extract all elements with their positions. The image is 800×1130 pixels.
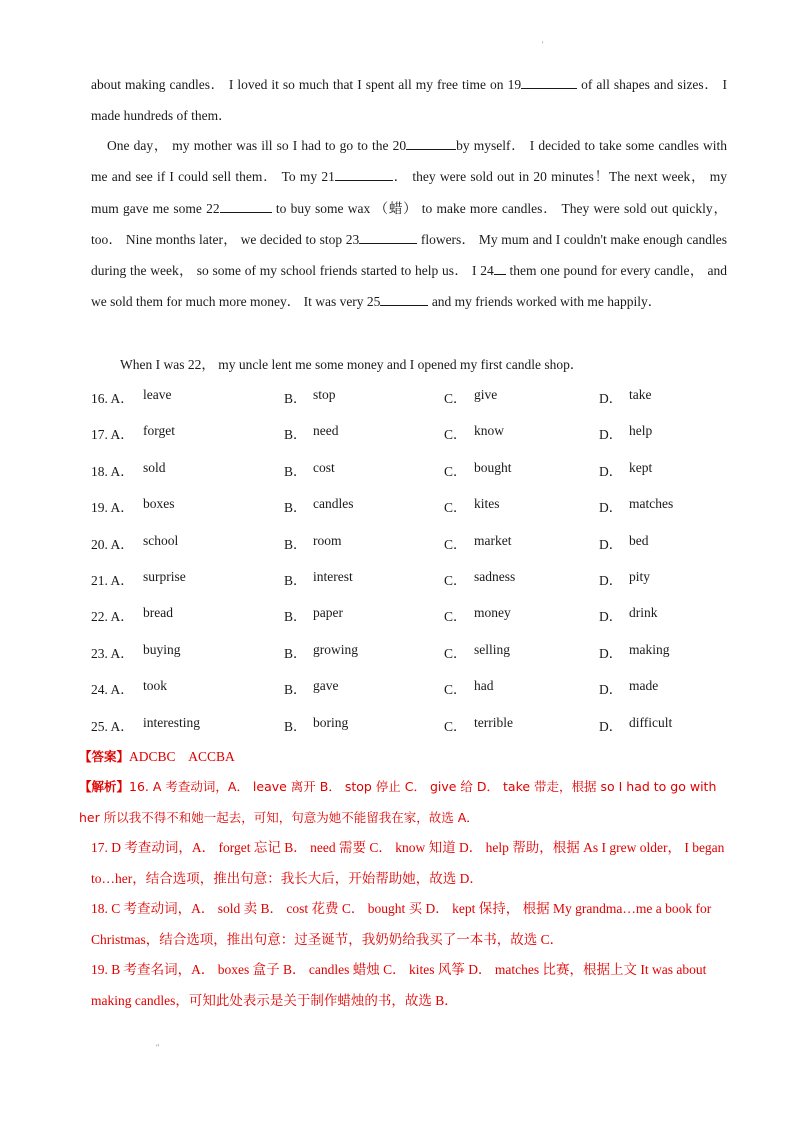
answer-tag: 【答案】 [79,749,130,764]
option-c: kites [474,496,500,512]
question-row [91,636,731,672]
option-d-letter: D． [599,500,623,516]
option-d-letter: D． [599,427,623,443]
analysis-q19: 19. B 考查名词，A． boxes 盒子 B． candles 蜡烛 C． kites 风筝 D． matches 比赛，根据上文 It was about making candles，可知此处表示是关于制作蜡烛的书，故选 B． [91,962,707,1008]
passage-text: and my friends worked with me happily． [428,294,662,310]
option-c: know [474,423,504,439]
analysis-q16 [79,772,729,833]
option-b-letter: B． [284,609,307,625]
option-a: buying [143,641,181,657]
option-b: stop [313,387,336,402]
option-b: boring [313,714,349,730]
option-d: take [629,387,652,402]
question-number: 22. A． [91,609,134,625]
option-d: drink [629,605,658,621]
passage-text: to buy some wax （蜡） to make more candles． They were sold out quickly， too． Nine months later， we decided to stop 23 [91,200,727,247]
blank-21 [335,167,393,181]
option-c: selling [474,641,510,657]
option-b: room [313,532,342,548]
question-number: 25. A． [91,718,134,734]
blank-25 [380,292,428,306]
question-row [91,672,731,708]
passage-text: One day， my mother was ill so I had to go to the 20 [107,138,407,153]
answer-line [79,742,719,773]
passage-paragraph-1 [91,69,727,132]
option-b: cost [313,459,335,475]
option-c-letter: C． [444,718,467,734]
question-row [91,563,731,599]
question-row [91,454,731,490]
option-a: surprise [143,568,186,584]
option-d: matches [629,496,674,512]
option-a: interesting [143,714,200,730]
question-row [91,490,731,526]
passage-text: of all shapes and sizes． I made hundreds of them． [91,77,727,124]
option-d: making [629,641,670,657]
options-table [91,381,731,745]
option-c-letter: C． [444,391,467,406]
blank-24 [494,261,506,275]
option-d-letter: D． [599,572,623,588]
option-d: pity [629,568,651,584]
analysis-text: 16. A 考查动词，A． leave 离开 B． stop 停止 C． give 给 D． take 带走，根据 so I had to go with her 所以我不得不和她一起去，可知，句意为她不能留我在家，故选 A． [79,779,717,825]
option-b-letter: B． [284,572,307,588]
option-a: sold [143,459,166,475]
option-b-letter: B． [284,500,307,516]
question-row [91,381,731,417]
passage-text: flowers． My mum and I couldn't make enough candles during the week， so some of my school friends started to help us． I 24 [91,231,727,279]
option-c-letter: C． [444,536,467,552]
option-c: money [474,605,511,621]
option-d: help [629,423,653,439]
option-d: bed [629,532,649,548]
option-c: had [474,678,494,694]
option-c: sadness [474,568,516,584]
question-number: 20. A． [91,536,134,552]
option-b: growing [313,641,358,657]
option-b-letter: B． [284,463,307,479]
passage-paragraph-3: When I was 22， my uncle lent me some money and I opened my first candle shop． [120,357,584,372]
option-b: paper [313,605,343,621]
option-b: need [313,423,339,439]
question-number: 17. A． [91,427,134,443]
option-d-letter: D． [599,609,623,625]
option-b-letter: B． [284,427,307,443]
option-d-letter: D． [599,463,623,479]
passage-text: ． they were sold out in 20 minutes！The next week， my mum gave me some 22 [91,169,727,216]
blank-23 [359,230,417,244]
option-a: bread [143,605,173,621]
question-number: 18. A． [91,463,134,479]
option-c-letter: C． [444,427,467,443]
option-d-letter: D． [599,645,623,661]
question-row [91,417,731,453]
option-c-letter: C． [444,645,467,661]
option-c-letter: C． [444,500,467,516]
option-a: took [143,678,168,694]
option-d-letter: D． [599,718,623,734]
passage-text: by myself． I decided to take some candles with me and see if I could sell them． To my 21 [91,138,727,185]
question-row [91,599,731,635]
option-c: terrible [474,714,513,730]
blank-20 [406,136,456,150]
option-c-letter: C． [444,609,467,625]
question-number: 19. A． [91,500,134,516]
blank-22 [220,199,272,213]
analysis-q18: 18. C 考查动词，A． sold 卖 B． cost 花费 C． bought 买 D． kept 保持， 根据 My grandma…me a book for Christmas，结合选项，推出句意：过圣诞节，我奶奶给我买了一本书，故选 C． [91,901,712,947]
passage-paragraph-2 [91,130,727,318]
question-number: 21. A． [91,572,134,588]
option-c-letter: C． [444,682,467,698]
option-d-letter: D． [599,682,623,698]
option-c-letter: C． [444,572,467,588]
option-d: made [629,678,659,694]
page-mark-top: ' [542,40,544,49]
option-b: interest [313,568,353,584]
option-b-letter: B． [284,645,307,661]
option-c: market [474,532,512,548]
blank-19 [521,75,577,89]
option-b-letter: B． [284,536,307,552]
option-c-letter: C． [444,463,467,479]
option-a: boxes [143,496,175,512]
option-d-letter: D． [599,536,623,552]
passage-text: them one pound for every candle， and we sold them for much more money． It was very 25 [91,263,727,310]
option-d: difficult [629,714,673,730]
page-mark-bottom: ″ [156,1043,160,1052]
option-a: forget [143,423,175,439]
analysis-tag: 【解析】 [79,779,130,794]
option-d-letter: D． [599,391,623,406]
question-number: 23. A． [91,645,134,661]
option-c: bought [474,459,512,475]
question-row [91,709,731,745]
question-row [91,527,731,563]
option-a: leave [143,387,172,402]
option-d: kept [629,459,653,475]
option-b: candles [313,496,354,512]
answer-text: ADCBC ACCBA [129,749,235,764]
passage-text: about making candles． I loved it so much that I spent all my free time on 19 [91,77,522,92]
question-number: 24. A． [91,682,134,698]
option-b-letter: B． [284,682,307,698]
question-number: 16. A． [91,391,134,406]
option-b-letter: B． [284,391,307,406]
option-b: gave [313,678,339,694]
analysis-q17: 17. D 考查动词，A． forget 忘记 B． need 需要 C． know 知道 D． help 帮助，根据 As I grew older， I began to…her，结合选项，推出句意：我长大后，开始帮助她，故选 D． [91,840,725,886]
option-a: school [143,532,179,548]
option-b-letter: B． [284,718,307,734]
option-c: give [474,387,498,402]
